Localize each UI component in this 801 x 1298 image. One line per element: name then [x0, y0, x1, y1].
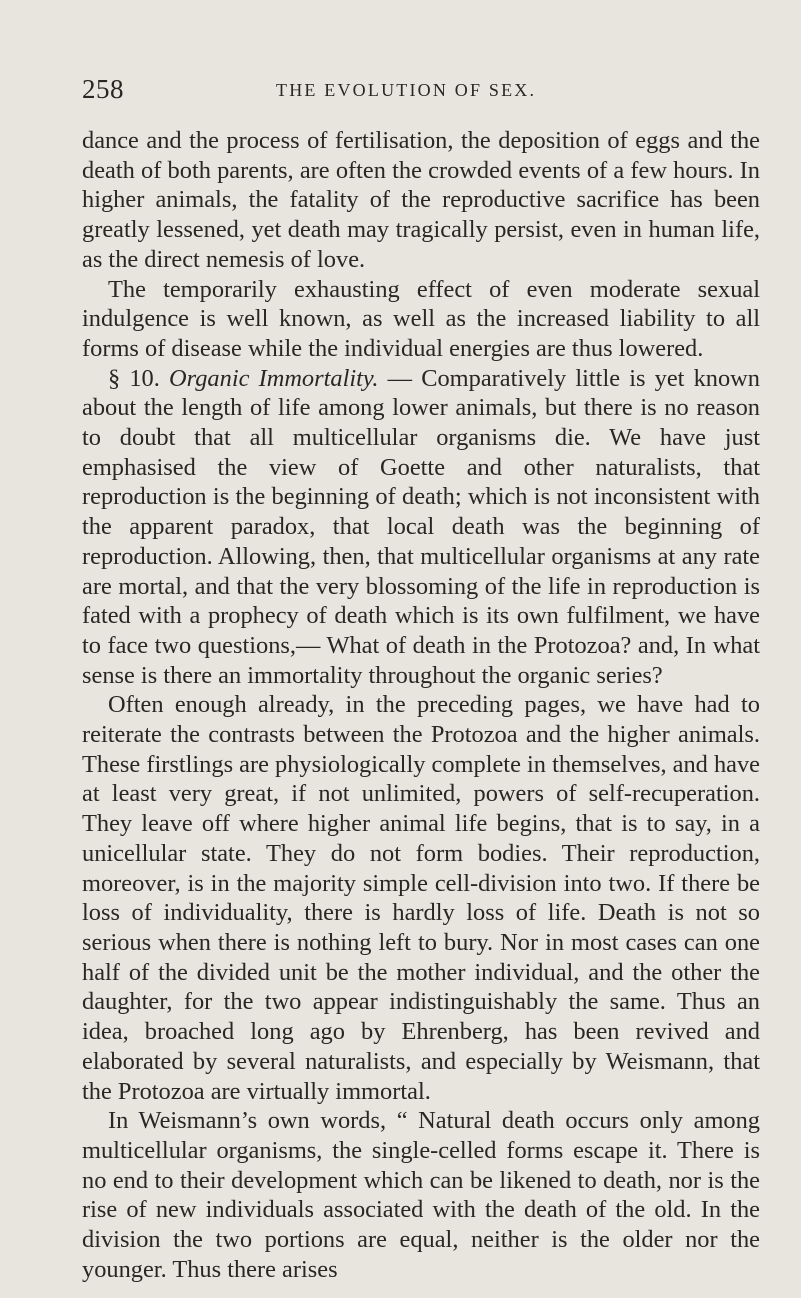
page-number: 258	[82, 74, 124, 104]
section-title: Organic Immortality.	[169, 364, 379, 392]
paragraph-3-section-10	[82, 364, 760, 691]
paragraph-1: dance and the process of fertilisation, the deposition of eggs and the death of both parents, are often the crowded events of a few hours. In higher animals, the fatality of the reproductive sacrifice has been greatly lessened, yet death may tragically persist, even in human life, as the direct nemesis of love.	[82, 127, 760, 273]
paragraph-3-text: — Comparatively little is yet known about the length of life among lower animals, but there is no reason to doubt that all multicellular organisms die. We have just emphasised the view of Goette and other naturalists, that reproduction is the beginning of death; which is not inconsistent with the apparent paradox, that local death was the beginning of reproduction. Allowing, then, that multicellular organisms at any rate are mortal, and that the very blossoming of the life in reproduction is fated with a prophecy of death which is its own fulfilment, we have to face two questions,— What of death in the Protozoa? and, In what sense is there an immortality throughout the organic series?	[82, 364, 760, 689]
paragraph-2: The temporarily exhausting effect of even moderate sexual indulgence is well known, as well as the increased liability to all forms of disease while the individual energies are thus lowered.	[82, 275, 760, 362]
paragraph-5: In Weismann’s own words, “ Natural death occurs only among multicellular organisms, the single-celled forms escape it. There is no end to their development which can be likened to death, nor is the rise of new individuals associated with the death of the old. In the division the two portions are equal, neither is the older nor the younger. Thus there arises	[82, 1107, 760, 1283]
paragraph-4: Often enough already, in the preceding pages, we have had to reiterate the contrasts between the Protozoa and the higher animals. These firstlings are physiologically complete in themselves, and have at least very great, if not unlimited, powers of self-recuperation. They leave off where higher animal life begins, that is to say, in a unicellular state. They do not form bodies. Their reproduction, moreover, is in the majority simple cell-division into two. If there be loss of individuality, there is hardly loss of life. Death is not so serious when there is nothing left to bury. Nor in most cases can one half of the divided unit be the mother individual, and the other the daughter, for the two appear indistinguishably the same. Thus an idea, broached long ago by Ehrenberg, has been revived and elaborated by several naturalists, and especially by Weismann, that the Protozoa are virtually immortal.	[82, 691, 761, 1105]
running-title: THE EVOLUTION OF SEX.	[276, 80, 537, 100]
section-number: § 10.	[108, 364, 160, 392]
body-text	[82, 126, 760, 1284]
page-header	[82, 74, 762, 114]
